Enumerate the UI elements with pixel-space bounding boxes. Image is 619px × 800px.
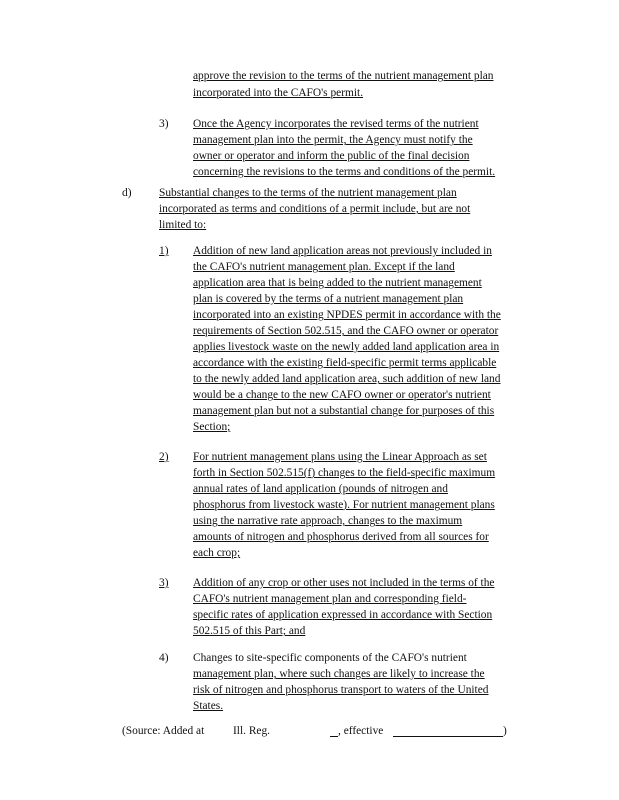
item-2-line: For nutrient management plans using the Linear Approach as set — [193, 451, 487, 463]
item-2-line: using the narrative rate approach, changes to the maximum — [193, 515, 463, 527]
item-3-upper-line: management plan into the permit, the Agency must notify the — [193, 134, 473, 146]
item-3-line: 502.515 of this Part; and — [193, 625, 306, 637]
item-3-number: 3) — [159, 577, 169, 589]
section-d-line: limited to: — [159, 219, 207, 231]
continuation-line: incorporated into the CAFO's permit. — [193, 87, 364, 99]
source-effective-date-blank — [393, 724, 503, 737]
item-3-upper-line: concerning the revisions to the terms and conditions of the permit. — [193, 166, 496, 178]
item-4-line: management plan, where such changes are likely to increase the — [193, 668, 485, 680]
item-2-line: amounts of nitrogen and phosphorus derived from all sources for — [193, 531, 489, 543]
item-3-line: specific rates of application expressed in accordance with Section — [193, 609, 493, 621]
item-3-line: Addition of any crop or other uses not included in the terms of the — [193, 577, 495, 589]
item-1-line: to the newly added land application area, such addition of new land — [193, 373, 501, 385]
item-3-upper-line: owner or operator and inform the public of the final decision — [193, 150, 470, 162]
item-3-upper-number: 3) — [159, 118, 169, 130]
section-d-line: Substantial changes to the terms of the nutrient management plan — [159, 187, 457, 199]
item-4-number: 4) — [159, 652, 169, 664]
item-1-line: incorporated into an existing NPDES permit in accordance with the — [193, 309, 501, 321]
item-4-line: States. — [193, 700, 224, 712]
item-1-line: Section; — [193, 421, 231, 433]
item-1-line: requirements of Section 502.515, and the CAFO owner or operator — [193, 325, 499, 337]
item-1-line: management plan but not a substantial change for purposes of this — [193, 405, 495, 417]
item-2-line: forth in Section 502.515(f) changes to the field-specific maximum — [193, 467, 496, 479]
item-1-number: 1) — [159, 245, 169, 257]
item-4-line: risk of nitrogen and phosphorus transport to waters of the United — [193, 684, 489, 696]
item-2-line: each crop; — [193, 547, 241, 559]
item-3-line: CAFO's nutrient management plan and corresponding field- — [193, 593, 467, 605]
item-1-line: the CAFO's nutrient management plan. Except if the land — [193, 261, 455, 273]
section-d-line: incorporated as terms and conditions of a permit include, but are not — [159, 203, 471, 215]
continuation-line: approve the revision to the terms of the nutrient management plan — [193, 70, 494, 82]
source-page-blank — [330, 724, 338, 737]
item-2-line: phosphorus from livestock waste). For nutrient management plans — [193, 499, 495, 511]
source-prefix: (Source: Added at — [122, 725, 205, 737]
item-1-line: applies livestock waste on the newly added land application area in — [193, 341, 500, 353]
item-1-line: Addition of new land application areas not previously included in — [193, 245, 492, 257]
item-2-line: annual rates of land application (pounds of nitrogen and — [193, 483, 448, 495]
section-d-label: d) — [122, 187, 132, 199]
item-2-number: 2) — [159, 451, 169, 463]
source-effective: , effective — [338, 725, 384, 737]
item-1-line: plan is covered by the terms of a nutrient management plan — [193, 293, 464, 305]
item-1-line: application area that is being added to the nutrient management — [193, 277, 482, 289]
item-1-line: would be a change to the new CAFO owner or operator's nutrient — [193, 389, 491, 401]
source-close-paren: ) — [503, 725, 507, 737]
item-1-line: accordance with the existing field-specific permit terms applicable — [193, 357, 497, 369]
source-register: Ill. Reg. — [233, 725, 271, 737]
item-3-upper-line: Once the Agency incorporates the revised terms of the nutrient — [193, 118, 479, 130]
item-4-line: Changes to site-specific components of the CAFO's nutrient — [193, 652, 467, 664]
